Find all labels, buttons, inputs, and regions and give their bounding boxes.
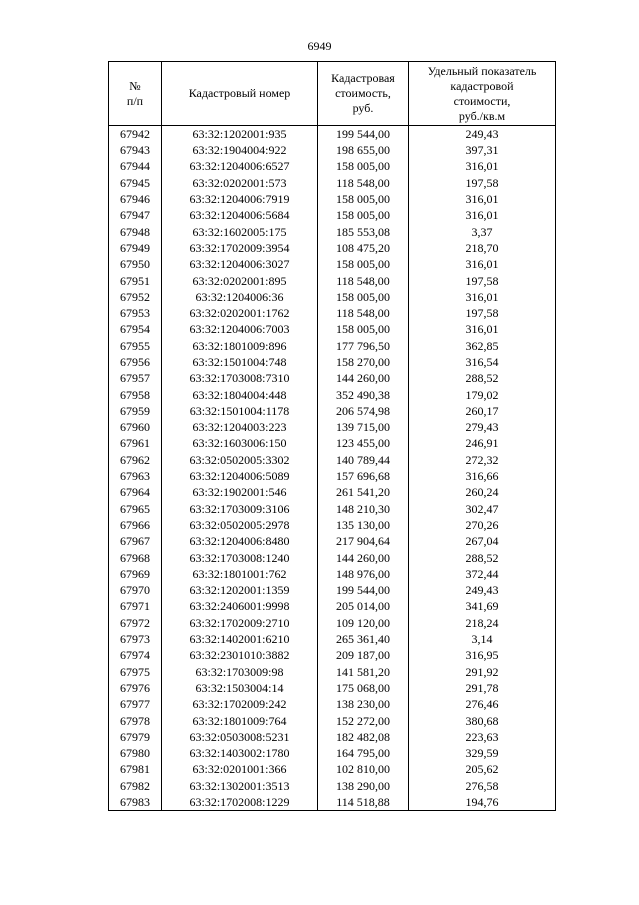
row-number: 67947 — [109, 207, 162, 223]
table-row — [109, 272, 556, 288]
specific-indicator: 341,69 — [409, 598, 556, 614]
table-row — [109, 289, 556, 305]
cadastral-value: 199 544,00 — [318, 126, 409, 143]
row-number: 67949 — [109, 240, 162, 256]
header-line: руб./кв.м — [458, 108, 506, 123]
cadastral-value: 135 130,00 — [318, 517, 409, 533]
specific-indicator: 316,01 — [409, 321, 556, 337]
specific-indicator: 397,31 — [409, 142, 556, 158]
specific-indicator: 316,95 — [409, 647, 556, 663]
row-number: 67966 — [109, 517, 162, 533]
table-row — [109, 761, 556, 777]
cadastral-number: 63:32:0202001:573 — [162, 175, 318, 191]
row-number: 67970 — [109, 582, 162, 598]
header-cadastral-value — [318, 62, 409, 126]
cadastral-number: 63:32:1703009:3106 — [162, 501, 318, 517]
cadastral-number: 63:32:2301010:3882 — [162, 647, 318, 663]
cadastral-number: 63:32:1204006:3027 — [162, 256, 318, 272]
cadastral-value: 164 795,00 — [318, 745, 409, 761]
table-row — [109, 745, 556, 761]
table-row — [109, 158, 556, 174]
row-number: 67968 — [109, 549, 162, 565]
table-row — [109, 240, 556, 256]
specific-indicator: 362,85 — [409, 338, 556, 354]
specific-indicator: 3,14 — [409, 631, 556, 647]
cadastral-number: 63:32:1801001:762 — [162, 566, 318, 582]
cadastral-value: 209 187,00 — [318, 647, 409, 663]
table-row — [109, 435, 556, 451]
cadastral-value: 144 260,00 — [318, 549, 409, 565]
table-row — [109, 321, 556, 337]
cadastral-number: 63:32:1904004:922 — [162, 142, 318, 158]
cadastral-number: 63:32:1603006:150 — [162, 435, 318, 451]
specific-indicator: 380,68 — [409, 712, 556, 728]
cadastral-number: 63:32:1503004:14 — [162, 680, 318, 696]
row-number: 67945 — [109, 175, 162, 191]
header-line: кадастровой — [450, 78, 514, 93]
cadastral-value: 158 270,00 — [318, 354, 409, 370]
header-row — [109, 62, 556, 126]
table-row — [109, 647, 556, 663]
specific-indicator: 3,37 — [409, 223, 556, 239]
specific-indicator: 372,44 — [409, 566, 556, 582]
table-row — [109, 338, 556, 354]
table-row — [109, 582, 556, 598]
specific-indicator: 260,17 — [409, 403, 556, 419]
cadastral-number: 63:32:1702008:1229 — [162, 794, 318, 811]
cadastral-number: 63:32:1801009:896 — [162, 338, 318, 354]
cadastral-number: 63:32:1204006:7003 — [162, 321, 318, 337]
specific-indicator: 288,52 — [409, 370, 556, 386]
specific-indicator: 270,26 — [409, 517, 556, 533]
row-number: 67961 — [109, 435, 162, 451]
table-body — [109, 126, 556, 811]
cadastral-value: 352 490,38 — [318, 386, 409, 402]
cadastral-value: 158 005,00 — [318, 321, 409, 337]
row-number: 67944 — [109, 158, 162, 174]
row-number: 67962 — [109, 452, 162, 468]
header-line: стоимости, — [453, 93, 511, 108]
cadastral-number: 63:32:0503008:5231 — [162, 729, 318, 745]
table-row — [109, 370, 556, 386]
cadastral-value: 199 544,00 — [318, 582, 409, 598]
cadastral-value: 206 574,98 — [318, 403, 409, 419]
cadastral-value: 177 796,50 — [318, 338, 409, 354]
table-row — [109, 794, 556, 811]
specific-indicator: 316,66 — [409, 468, 556, 484]
cadastral-number: 63:32:2406001:9998 — [162, 598, 318, 614]
row-number: 67963 — [109, 468, 162, 484]
row-number: 67954 — [109, 321, 162, 337]
specific-indicator: 179,02 — [409, 386, 556, 402]
cadastral-value: 158 005,00 — [318, 256, 409, 272]
table-row — [109, 664, 556, 680]
row-number: 67974 — [109, 647, 162, 663]
specific-indicator: 316,01 — [409, 191, 556, 207]
cadastral-number: 63:32:1202001:1359 — [162, 582, 318, 598]
table-row — [109, 191, 556, 207]
row-number: 67964 — [109, 484, 162, 500]
row-number: 67956 — [109, 354, 162, 370]
specific-indicator: 288,52 — [409, 549, 556, 565]
cadastral-number: 63:32:1204006:5089 — [162, 468, 318, 484]
table-row — [109, 256, 556, 272]
specific-indicator: 218,70 — [409, 240, 556, 256]
cadastral-number: 63:32:1703008:7310 — [162, 370, 318, 386]
cadastral-value: 138 230,00 — [318, 696, 409, 712]
cadastral-number: 63:32:1801009:764 — [162, 712, 318, 728]
cadastral-number: 63:32:1702009:242 — [162, 696, 318, 712]
header-line: № — [129, 78, 141, 93]
specific-indicator: 329,59 — [409, 745, 556, 761]
table-row — [109, 680, 556, 696]
header-line: п/п — [126, 93, 144, 108]
row-number: 67972 — [109, 615, 162, 631]
table-row — [109, 452, 556, 468]
specific-indicator: 302,47 — [409, 501, 556, 517]
specific-indicator: 197,58 — [409, 305, 556, 321]
table-row — [109, 598, 556, 614]
row-number: 67942 — [109, 126, 162, 143]
specific-indicator: 197,58 — [409, 272, 556, 288]
cadastral-number: 63:32:1602005:175 — [162, 223, 318, 239]
table-row — [109, 696, 556, 712]
row-number: 67959 — [109, 403, 162, 419]
cadastral-value: 182 482,08 — [318, 729, 409, 745]
row-number: 67975 — [109, 664, 162, 680]
row-number: 67971 — [109, 598, 162, 614]
cadastral-number: 63:32:1204006:5684 — [162, 207, 318, 223]
cadastral-value: 265 361,40 — [318, 631, 409, 647]
header-num — [109, 62, 162, 126]
cadastral-number: 63:32:1402001:6210 — [162, 631, 318, 647]
row-number: 67965 — [109, 501, 162, 517]
cadastral-value: 158 005,00 — [318, 158, 409, 174]
row-number: 67953 — [109, 305, 162, 321]
table-row — [109, 175, 556, 191]
row-number: 67951 — [109, 272, 162, 288]
row-number: 67969 — [109, 566, 162, 582]
row-number: 67976 — [109, 680, 162, 696]
specific-indicator: 223,63 — [409, 729, 556, 745]
specific-indicator: 291,78 — [409, 680, 556, 696]
table-row — [109, 403, 556, 419]
cadastral-value: 102 810,00 — [318, 761, 409, 777]
table-row — [109, 223, 556, 239]
row-number: 67973 — [109, 631, 162, 647]
cadastral-value: 118 548,00 — [318, 272, 409, 288]
cadastral-number: 63:32:1501004:1178 — [162, 403, 318, 419]
cadastral-value: 148 976,00 — [318, 566, 409, 582]
row-number: 67946 — [109, 191, 162, 207]
cadastral-number: 63:32:1302001:3513 — [162, 778, 318, 794]
table-row — [109, 778, 556, 794]
cadastral-number: 63:32:1204006:7919 — [162, 191, 318, 207]
row-number: 67978 — [109, 712, 162, 728]
cadastral-value: 157 696,68 — [318, 468, 409, 484]
cadastral-number: 63:32:1902001:546 — [162, 484, 318, 500]
specific-indicator: 267,04 — [409, 533, 556, 549]
table-row — [109, 712, 556, 728]
row-number: 67952 — [109, 289, 162, 305]
cadastral-value: 205 014,00 — [318, 598, 409, 614]
specific-indicator: 194,76 — [409, 794, 556, 811]
table-row — [109, 615, 556, 631]
cadastral-value: 261 541,20 — [318, 484, 409, 500]
table-row — [109, 501, 556, 517]
cadastral-value: 139 715,00 — [318, 419, 409, 435]
table-row — [109, 729, 556, 745]
cadastral-value: 217 904,64 — [318, 533, 409, 549]
cadastral-value: 109 120,00 — [318, 615, 409, 631]
specific-indicator: 316,54 — [409, 354, 556, 370]
cadastral-value: 144 260,00 — [318, 370, 409, 386]
cadastral-value: 175 068,00 — [318, 680, 409, 696]
row-number: 67967 — [109, 533, 162, 549]
table-row — [109, 126, 556, 143]
cadastral-number: 63:32:1204006:6527 — [162, 158, 318, 174]
specific-indicator: 205,62 — [409, 761, 556, 777]
specific-indicator: 316,01 — [409, 207, 556, 223]
cadastral-value: 140 789,44 — [318, 452, 409, 468]
cadastral-number: 63:32:0502005:2978 — [162, 517, 318, 533]
cadastral-number: 63:32:1403002:1780 — [162, 745, 318, 761]
cadastral-value: 158 005,00 — [318, 191, 409, 207]
specific-indicator: 316,01 — [409, 158, 556, 174]
page-number: 6949 — [307, 39, 332, 53]
table-row — [109, 386, 556, 402]
cadastral-number: 63:32:0202001:895 — [162, 272, 318, 288]
table-row — [109, 468, 556, 484]
table-row — [109, 354, 556, 370]
cadastral-value: 158 005,00 — [318, 289, 409, 305]
cadastral-number: 63:32:0201001:366 — [162, 761, 318, 777]
row-number: 67983 — [109, 794, 162, 811]
cadastral-number: 63:32:1204006:8480 — [162, 533, 318, 549]
specific-indicator: 249,43 — [409, 126, 556, 143]
cadastral-number: 63:32:1703008:1240 — [162, 549, 318, 565]
cadastral-number: 63:32:1703009:98 — [162, 664, 318, 680]
specific-indicator: 260,24 — [409, 484, 556, 500]
table-row — [109, 484, 556, 500]
specific-indicator: 276,58 — [409, 778, 556, 794]
specific-indicator: 197,58 — [409, 175, 556, 191]
cadastral-number: 63:32:1202001:935 — [162, 126, 318, 143]
specific-indicator: 291,92 — [409, 664, 556, 680]
cadastral-value: 158 005,00 — [318, 207, 409, 223]
cadastral-number: 63:32:0502005:3302 — [162, 452, 318, 468]
header-line: руб. — [352, 101, 374, 115]
header-line: Кадастровый номер — [188, 86, 291, 100]
header-line: стоимость, — [335, 86, 391, 100]
cadastral-value: 148 210,30 — [318, 501, 409, 517]
table-row — [109, 142, 556, 158]
cadastral-value: 198 655,00 — [318, 142, 409, 158]
table-row — [109, 305, 556, 321]
cadastral-number: 63:32:1204006:36 — [162, 289, 318, 305]
row-number: 67982 — [109, 778, 162, 794]
table-row — [109, 631, 556, 647]
cadastral-value: 141 581,20 — [318, 664, 409, 680]
cadastral-value: 152 272,00 — [318, 712, 409, 728]
cadastral-value: 118 548,00 — [318, 305, 409, 321]
cadastral-value: 185 553,08 — [318, 223, 409, 239]
specific-indicator: 272,32 — [409, 452, 556, 468]
cadastral-number: 63:32:1204003:223 — [162, 419, 318, 435]
row-number: 67957 — [109, 370, 162, 386]
header-line: Кадастровая — [331, 71, 395, 85]
specific-indicator: 279,43 — [409, 419, 556, 435]
cadastral-value: 108 475,20 — [318, 240, 409, 256]
table-row — [109, 207, 556, 223]
table-row — [109, 533, 556, 549]
header-cadastral-number — [162, 62, 318, 126]
specific-indicator: 316,01 — [409, 289, 556, 305]
header-line: Удельный показатель — [427, 63, 537, 78]
cadastral-number: 63:32:1702009:3954 — [162, 240, 318, 256]
row-number: 67979 — [109, 729, 162, 745]
cadastral-value: 118 548,00 — [318, 175, 409, 191]
row-number: 67960 — [109, 419, 162, 435]
row-number: 67955 — [109, 338, 162, 354]
cadastral-value-table — [108, 61, 556, 811]
specific-indicator: 316,01 — [409, 256, 556, 272]
row-number: 67943 — [109, 142, 162, 158]
cadastral-number: 63:32:0202001:1762 — [162, 305, 318, 321]
row-number: 67950 — [109, 256, 162, 272]
row-number: 67958 — [109, 386, 162, 402]
specific-indicator: 249,43 — [409, 582, 556, 598]
table-header — [109, 62, 556, 126]
table-row — [109, 549, 556, 565]
cadastral-value: 123 455,00 — [318, 435, 409, 451]
row-number: 67948 — [109, 223, 162, 239]
cadastral-value: 138 290,00 — [318, 778, 409, 794]
row-number: 67977 — [109, 696, 162, 712]
table-row — [109, 517, 556, 533]
row-number: 67980 — [109, 745, 162, 761]
table-row — [109, 419, 556, 435]
cadastral-number: 63:32:1804004:448 — [162, 386, 318, 402]
row-number: 67981 — [109, 761, 162, 777]
cadastral-number: 63:32:1702009:2710 — [162, 615, 318, 631]
cadastral-number: 63:32:1501004:748 — [162, 354, 318, 370]
table-row — [109, 566, 556, 582]
cadastral-value: 114 518,88 — [318, 794, 409, 811]
specific-indicator: 276,46 — [409, 696, 556, 712]
specific-indicator: 246,91 — [409, 435, 556, 451]
specific-indicator: 218,24 — [409, 615, 556, 631]
header-specific-indicator — [409, 62, 556, 126]
